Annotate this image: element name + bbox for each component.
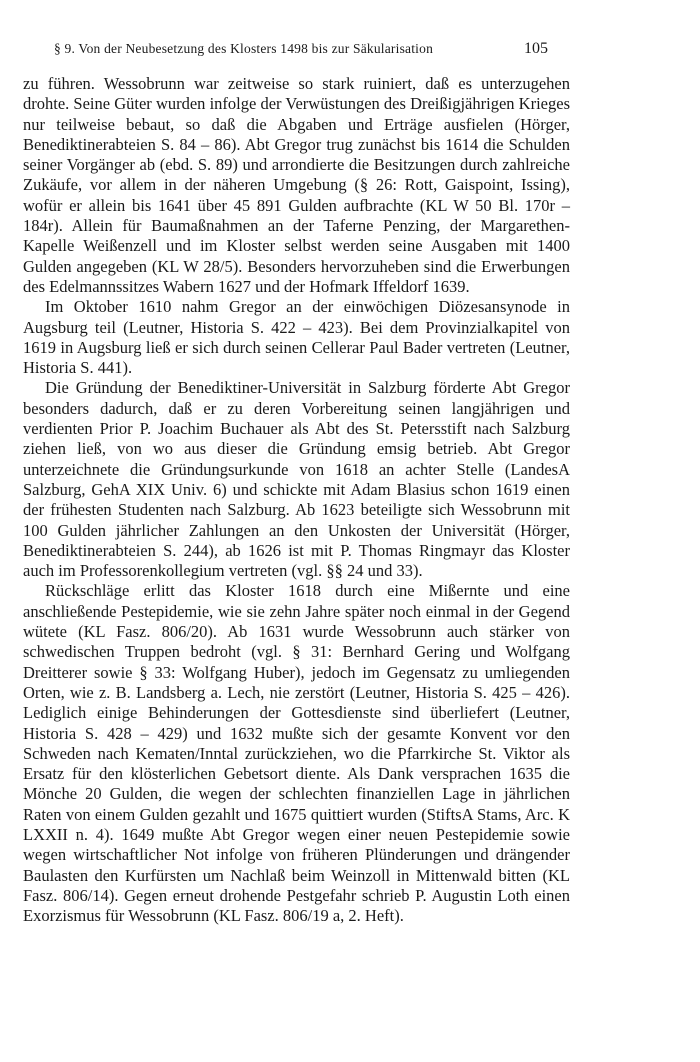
page-number: 105	[524, 40, 548, 57]
running-title: § 9. Von der Neubesetzung des Klosters 1498 bis zur Säkularisation	[54, 41, 434, 56]
running-header	[54, 40, 548, 58]
body-text	[23, 74, 570, 926]
paragraph-synod: Im Oktober 1610 nahm Gregor an der einwöchigen Diözesansynode in Augsburg teil (Leutner, Historia S. 422 – 423). Bei dem Provinzialkapitel von 1619 in Augsburg ließ er sich durch seinen Cellerar Paul Bader vertreten (Leutner, Historia S. 441).	[23, 297, 570, 378]
paragraph-university: Die Gründung der Benediktiner-Universität in Salzburg förderte Abt Gregor besonders dadurch, daß er zu deren Vorbereitung seinen langjährigen und verdienten Prior P. Joachim Buchauer als Abt des St. Petersstift nach Salzburg ziehen ließ, von wo aus dieser die Gründung emsig betrieb. Abt Gregor unterzeichnete die Gründungsurkunde von 1618 an achter Stelle (LandesA Salzburg, GehA XIX Univ. 6) und schickte mit Adam Blasius schon 1619 einen der frühesten Studenten nach Salzburg. Ab 1623 beteiligte sich Wessobrunn mit 100 Gulden jährlicher Zahlungen an den Unkosten der Universität (Hörger, Benediktinerabteien S. 244), ab 1626 ist mit P. Thomas Ringmayr das Kloster auch im Professorenkollegium vertreten (vgl. §§ 24 und 33).	[23, 378, 570, 581]
paragraph-continued: zu führen. Wessobrunn war zeitweise so stark ruiniert, daß es unterzugehen drohte. Seine Güter wurden infolge der Verwüstungen des Dreißigjährigen Krieges nur teilweise bebaut, so daß die Abgaben und Erträge ausfielen (Hörger, Benediktinerabteien S. 84 – 86). Abt Gregor trug zunächst bis 1614 die Schulden seiner Vorgänger ab (ebd. S. 89) und arrondierte die Besitzungen durch zahlreiche Zukäufe, vor allem in der näheren Umgebung (§ 26: Rott, Gaispoint, Issing), wofür er allein bis 1641 über 45 891 Gulden aufbrachte (KL W 50 Bl. 170r – 184r). Allein für Baumaßnahmen an der Taferne Penzing, der Margarethen-Kapelle Weißenzell und im Kloster selbst werden seine Ausgaben mit 1400 Gulden angegeben (KL W 28/5). Besonders hervorzuheben sind die Erwerbungen des Edelmannssitzes Wabern 1627 und der Hofmark Iffeldorf 1639.	[23, 74, 570, 296]
paragraph-setbacks: Rückschläge erlitt das Kloster 1618 durch eine Mißernte und eine anschließende Pestepidemie, wie sie zehn Jahre später noch einmal in der Gegend wütete (KL Fasz. 806/20). Ab 1631 wurde Wessobrunn auch stärker von schwedischen Truppen bedroht (vgl. § 31: Bernhard Gering und Wolfgang Dreitterer sowie § 33: Wolfgang Huber), jedoch im Gegensatz zu umliegenden Orten, wie z. B. Landsberg a. Lech, nie zerstört (Leutner, Historia S. 425 – 426). Lediglich einige Behinderungen der Gottesdienste sind überliefert (Leutner, Historia S. 428 – 429) und 1632 mußte sich der gesamte Konvent vor den Schweden nach Kematen/Inntal zurückziehen, wo die Pfarrkirche St. Viktor als Ersatz für den klösterlichen Gebetsort diente. Als Dank versprachen 1635 die Mönche 20 Gulden, die wegen der schlechten finanziellen Lage in jährlichen Raten von einem Gulden gezahlt und 1675 quittiert wurden (StiftsA Stams, Arc. K LXXII n. 4). 1649 mußte Abt Gregor wegen einer neuen Pestepidemie sowie wegen wirtschaftlicher Not infolge von früheren Plünderungen und drängender Baulasten den Kurfürsten um Nachlaß beim Weinzoll in Mittenwald bitten (KL Fasz. 806/14). Gegen erneut drohende Pestgefahr schrieb P. Augustin Loth einen Exorzismus für Wessobrunn (KL Fasz. 806/19 a, 2. Heft).	[23, 581, 570, 926]
